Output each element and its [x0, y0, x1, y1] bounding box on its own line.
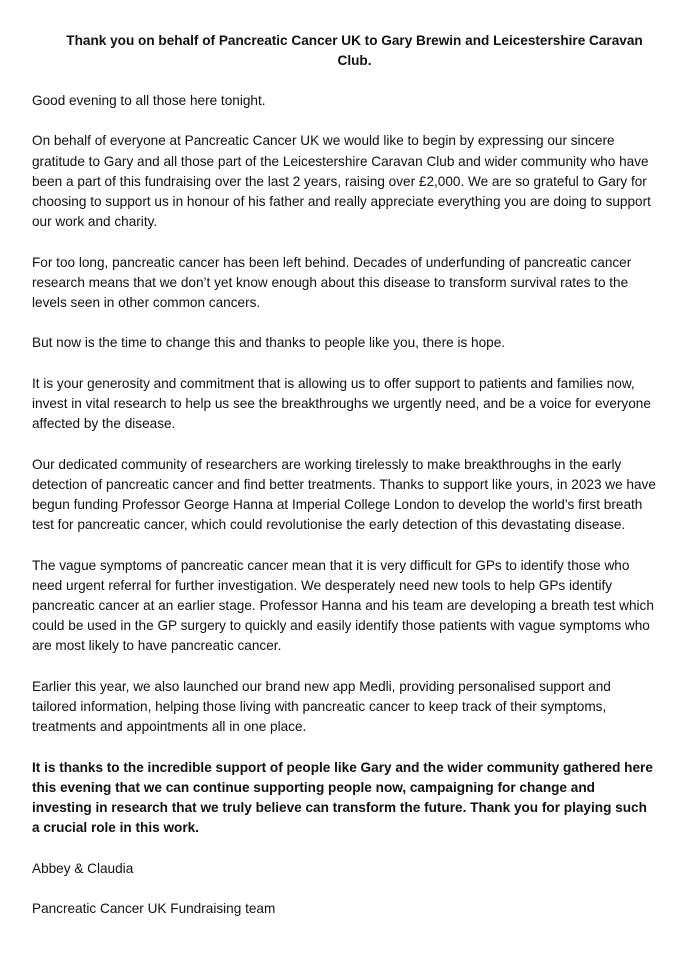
gratitude-paragraph: On behalf of everyone at Pancreatic Cancer UK we would like to begin by expressing our sincere gratitude to Gary and all those part of the Leicestershire Caravan Club and wider community who have been a part of this fundraising over the last 2 years, raising over £2,000. We are so grateful to Gary for choosing to support us in honour of his father and really appreciate everything you are doing to support our work and charity. — [32, 133, 651, 230]
research-paragraph: Our dedicated community of researchers are working tirelessly to make breakthroughs in the early detection of pancreatic cancer and find better treatments. Thanks to support like yours, in 2023 we have begun funding Professor George Hanna at Imperial College London to develop the world’s first breath test for pancreatic cancer, which could revolutionise the early detection of this devastating disease. — [32, 456, 656, 533]
signature-team: Pancreatic Cancer UK Fundraising team — [32, 900, 276, 916]
underfunding-paragraph: For too long, pancreatic cancer has been left behind. Decades of underfunding of pancreatic cancer research means that we don’t yet know enough about this disease to transform survival rates to the levels seen in other common cancers. — [32, 254, 632, 310]
generosity-paragraph: It is your generosity and commitment that is allowing us to offer support to patients and families now, invest in vital research to help us see the breakthroughs we urgently need, and be a voice for everyone affected by the disease. — [32, 375, 651, 432]
greeting-paragraph: Good evening to all those here tonight. — [32, 93, 266, 108]
medli-app-paragraph: Earlier this year, we also launched our brand new app Medli, providing personalised support and tailored information, helping those living with pancreatic cancer to keep track of their symptoms, treatments and appointments all in one place. — [32, 678, 611, 735]
closing-thanks-paragraph: It is thanks to the incredible support of people like Gary and the wider community gathered here this evening that we can continue supporting people now, campaigning for change and investing in research that we truly believe can transform the future. Thank you for playing such a crucial role in this work. — [32, 759, 653, 836]
letter-title: Thank you on behalf of Pancreatic Cancer UK to Gary Brewin and Leicestershire Caravan Club. — [66, 33, 643, 68]
symptoms-paragraph: The vague symptoms of pancreatic cancer mean that it is very difficult for GPs to identify those who need urgent referral for further investigation. We desperately need new tools to help GPs identify pancreatic cancer at an earlier stage. Professor Hanna and his team are developing a breath test which could be used in the GP surgery to quickly and easily identify those patients with vague symptoms who are most likely to have pancreatic cancer. — [32, 557, 654, 654]
signature-names: Abbey & Claudia — [32, 860, 134, 876]
hope-paragraph: But now is the time to change this and thanks to people like you, there is hope. — [32, 335, 506, 351]
